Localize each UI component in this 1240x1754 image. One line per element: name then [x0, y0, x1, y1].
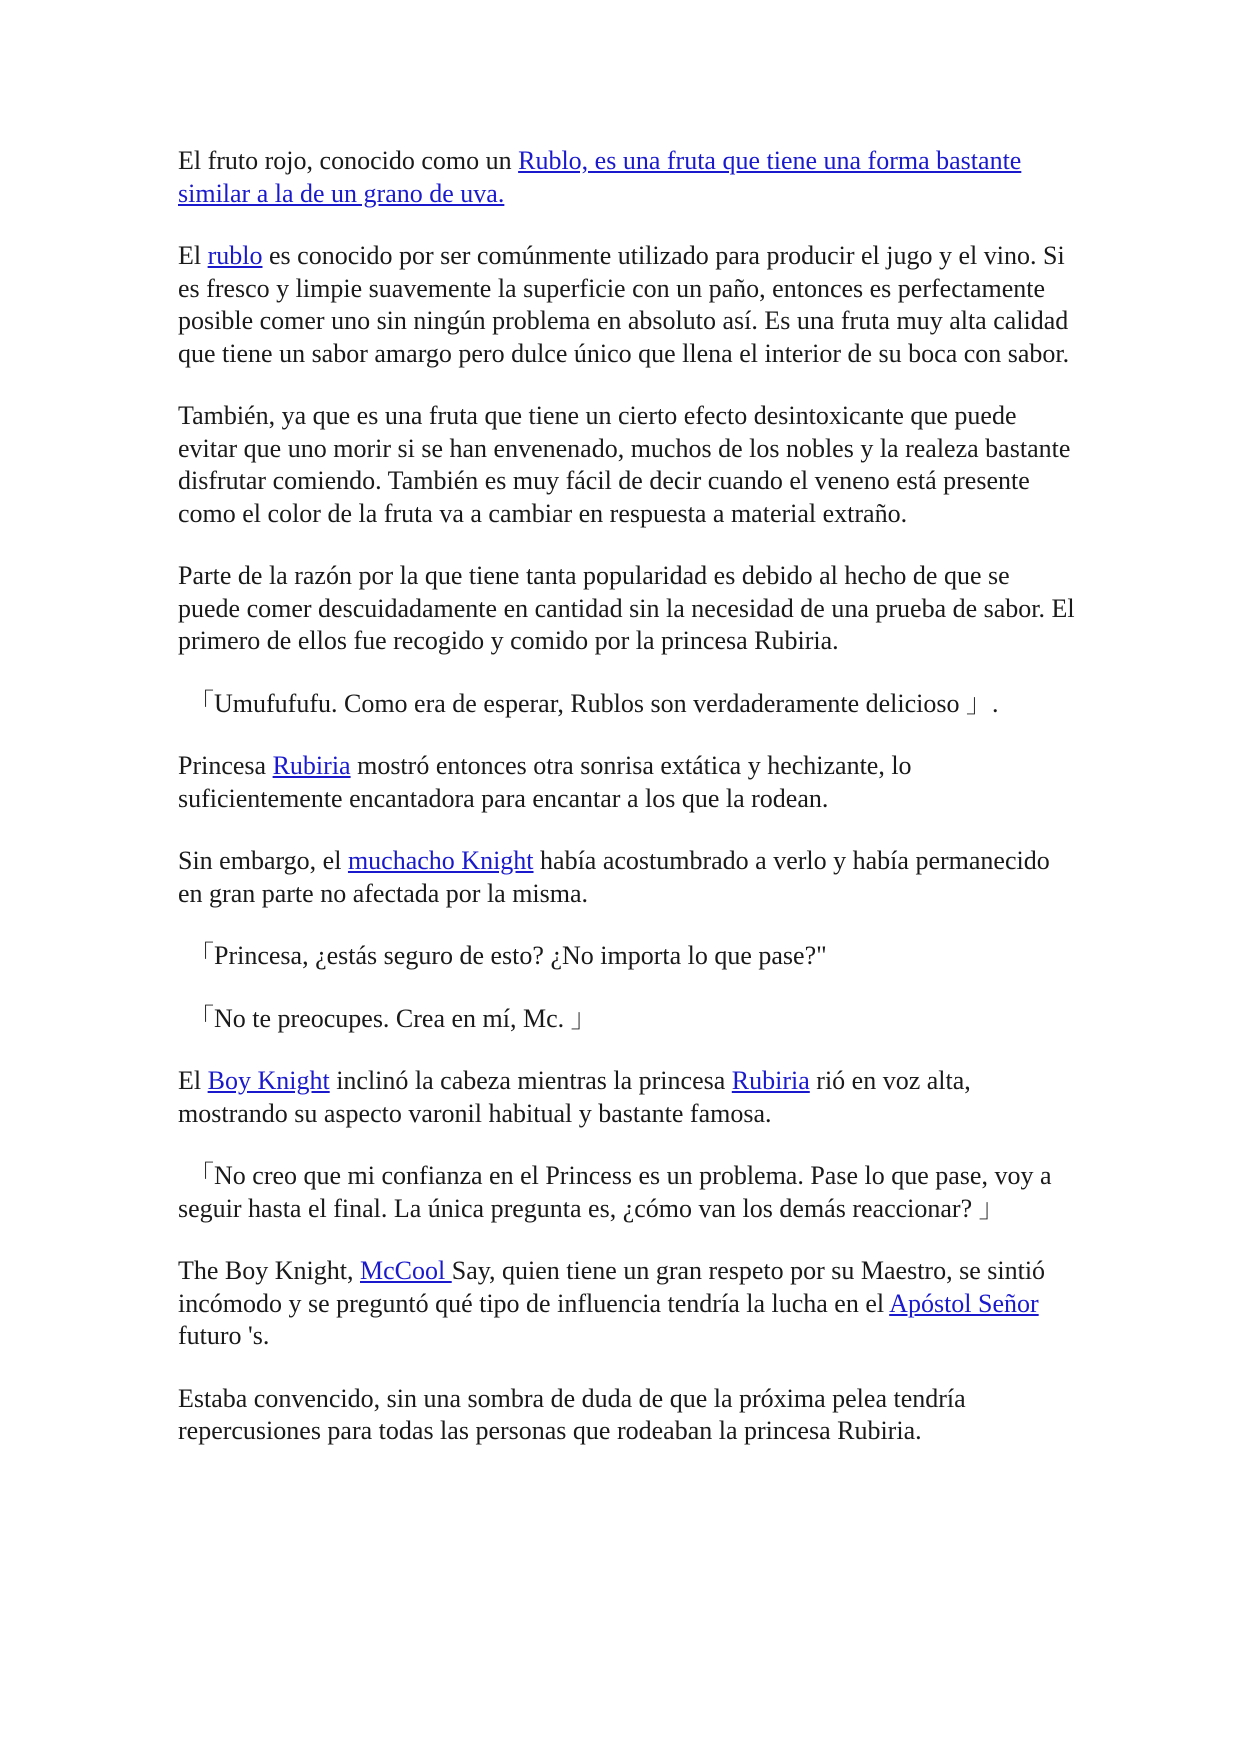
link-apostol-senor[interactable]: Apóstol Señor [889, 1288, 1039, 1318]
text-run: 「Princesa, ¿estás seguro de esto? ¿No importa lo que pase?" [188, 941, 827, 970]
paragraph-7 [178, 845, 1078, 910]
document-page [178, 145, 1078, 1478]
text-run: El [178, 241, 208, 270]
link-rublo[interactable]: rublo [207, 241, 263, 270]
paragraph-1 [178, 145, 1078, 210]
text-run: Princesa [178, 751, 273, 780]
dialogue-3 [178, 1003, 1078, 1036]
text-run: rió en voz alta, mostrando su aspecto varonil habitual y bastante famosa. [178, 1066, 971, 1128]
text-run: inclinó la cabeza mientras la princesa [329, 1066, 732, 1095]
text-run: Parte de la razón por la que tiene tanta popularidad es debido al hecho de que se puede comer descuidadamente en cantidad sin la necesidad de una prueba de sabor. El primero de ellos fue recogido y comido por la princesa Rubiria. [178, 561, 1075, 655]
paragraph-4 [178, 560, 1078, 658]
link-muchacho-knight[interactable]: muchacho Knight [347, 846, 534, 875]
text-run: Say, quien tiene un gran respeto por su Maestro, se sintió incómodo y se preguntó qué tipo de influencia tendría la lucha en el [178, 1256, 1046, 1318]
text-run: Estaba convencido, sin una sombra de duda de que la próxima pelea tendría repercusiones para todas las personas que rodeaban la princesa Rubiria. [178, 1383, 966, 1445]
link-rublo-definition[interactable]: Rublo, es una fruta que tiene una forma bastante similar a la de un grano de uva. [178, 146, 1022, 208]
text-run: futuro 's. [178, 1321, 270, 1350]
text-run: es conocido por ser comúnmente utilizado para producir el jugo y el vino. Si es fresco y limpie suavemente la superficie con un paño, entonces es perfectamente posible comer uno sin ningún problema en absoluto así. Es una fruta muy alta calidad que tiene un sabor amargo pero dulce único que llena el interior de su boca con sabor. [178, 241, 1070, 368]
text-run: 「No te preocupes. Crea en mí, Mc. 」 [188, 1003, 597, 1033]
text-run: 「No creo que mi confianza en el Princess es un problema. Pase lo que pase, voy a seguir hasta el final. La única pregunta es, ¿cómo van los demás reaccionar? 」 [178, 1161, 1052, 1223]
paragraph-10 [178, 1065, 1078, 1130]
link-boy-knight[interactable]: Boy Knight [207, 1066, 330, 1095]
paragraph-3 [178, 400, 1078, 530]
text-run: También, ya que es una fruta que tiene un cierto efecto desintoxicante que puede evitar que uno morir si se han envenenado, muchos de los nobles y la realeza bastante disfrutar comiendo. También es muy fácil de decir cuando el veneno está presente como el color de la fruta va a cambiar en respuesta a material extraño. [178, 401, 1071, 528]
text-run: mostró entonces otra sonrisa extática y hechizante, lo suficientemente encantadora para encantar a los que la rodean. [178, 751, 912, 813]
dialogue-2 [178, 940, 1078, 973]
link-mccool[interactable]: McCool [360, 1256, 452, 1285]
dialogue-1 [178, 688, 1078, 721]
text-run: 「Umufufufu. Como era de esperar, Rublos son verdaderamente delicioso 」. [188, 688, 999, 718]
text-run: había acostumbrado a verlo y había permanecido en gran parte no afectada por la misma. [178, 846, 1050, 908]
text-run: Sin embargo, el [178, 846, 348, 875]
paragraph-6 [178, 750, 1078, 815]
paragraph-2 [178, 240, 1078, 370]
paragraph-12 [178, 1255, 1078, 1353]
link-rubiria[interactable]: Rubiria [731, 1066, 810, 1095]
paragraph-13 [178, 1383, 1078, 1448]
text-run: The Boy Knight, [178, 1256, 360, 1285]
text-run: El fruto rojo, conocido como un [178, 146, 519, 175]
text-run: El [178, 1066, 208, 1095]
link-rubiria[interactable]: Rubiria [272, 751, 351, 780]
dialogue-4 [178, 1160, 1078, 1225]
